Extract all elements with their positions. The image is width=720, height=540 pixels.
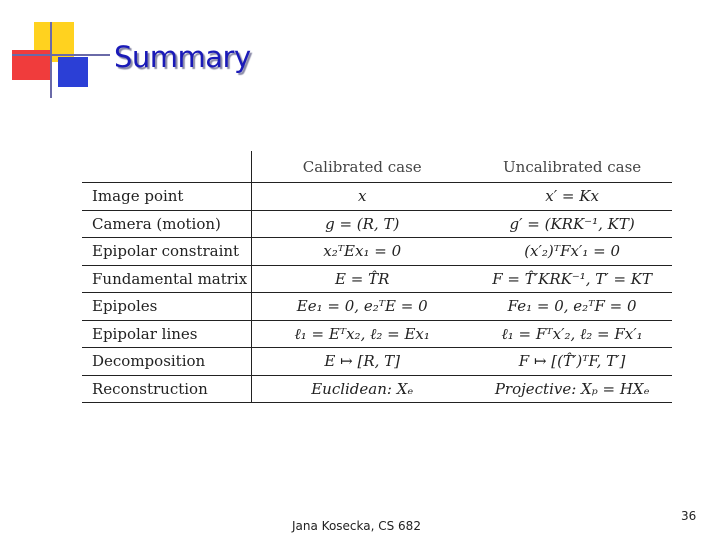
uncalibrated-cell: F ↦ [(T̂′)ᵀF, T′] [466,348,672,376]
table-row [82,210,672,238]
logo-horizontal-line [12,54,110,56]
row-label: Decomposition [82,348,252,376]
calibrated-cell: g = (R, T) [252,210,467,238]
uncalibrated-cell: ℓ₁ = Fᵀx′₂, ℓ₂ = Fx′₁ [466,320,672,348]
logo-vertical-line [50,22,52,98]
uncalibrated-cell: F = T̂′KRK⁻¹, T′ = KT [466,265,672,293]
page-number: 36 [681,509,697,523]
calibrated-cell: Euclidean: Xₑ [252,375,467,403]
table-header-row [82,151,672,183]
row-label: Epipolar constraint [82,238,252,266]
row-label: Camera (motion) [82,210,252,238]
row-label: Epipolar lines [82,320,252,348]
uncalibrated-cell: (x′₂)ᵀFx′₁ = 0 [466,238,672,266]
table-row [82,375,672,403]
uncalibrated-cell: g′ = (KRK⁻¹, KT) [466,210,672,238]
slide-title: Summary [114,40,251,74]
table-row [82,183,672,211]
slide-footer: Jana Kosecka, CS 682 [292,519,421,533]
uncalibrated-cell: x′ = Kx [466,183,672,211]
row-label: Epipoles [82,293,252,321]
logo-blue-square [58,57,88,87]
table-row [82,265,672,293]
calibrated-cell: E ↦ [R, T] [252,348,467,376]
calibrated-cell: Ee₁ = 0, e₂ᵀE = 0 [252,293,467,321]
row-label: Reconstruction [82,375,252,403]
summary-table [82,151,672,403]
calibrated-cell: ℓ₁ = Eᵀx₂, ℓ₂ = Ex₁ [252,320,467,348]
table-row [82,238,672,266]
uncalibrated-cell: Projective: Xₚ = HXₑ [466,375,672,403]
header-uncalibrated: Uncalibrated case [466,151,672,183]
table-row [82,293,672,321]
table-row [82,348,672,376]
row-label: Image point [82,183,252,211]
table-row [82,320,672,348]
header-empty [82,151,252,183]
calibrated-cell: x [252,183,467,211]
slide-logo [0,0,110,100]
header-calibrated: Calibrated case [252,151,467,183]
calibrated-cell: x₂ᵀEx₁ = 0 [252,238,467,266]
calibrated-cell: E = T̂R [252,265,467,293]
row-label: Fundamental matrix [82,265,252,293]
uncalibrated-cell: Fe₁ = 0, e₂ᵀF = 0 [466,293,672,321]
